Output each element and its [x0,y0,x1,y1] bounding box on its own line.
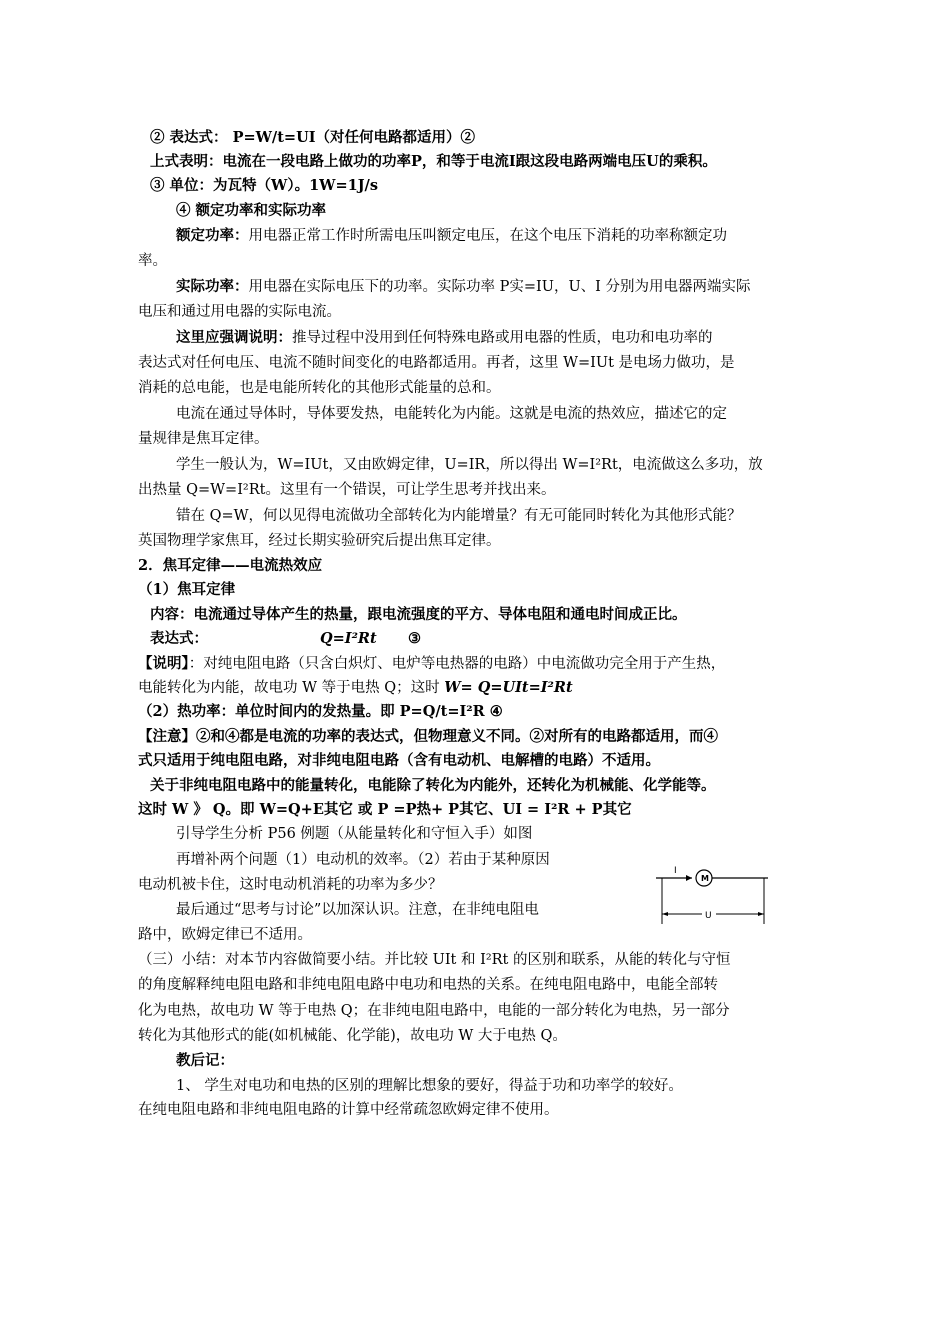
text-line: 量规律是焦耳定律。 [138,431,269,447]
energy-formula: W= Q=UIt=I²Rt [444,679,573,696]
note-line-2 [138,678,818,698]
current-arrow-icon [686,875,692,881]
text-line: 关于非纯电阻电路中的能量转化，电能除了转化为内能外，还转化为机械能、化学能等。 [150,777,716,794]
text-line: 出热量 Q=W=I²Rt。这里有一个错误，可让学生思考并找出来。 [138,482,556,498]
motor-label: M [701,874,709,883]
text-line: 表达式对任何电压、电流不随时间变化的电路都适用。再者，这里 W=IUt 是电场力做功，是 [138,355,735,371]
emphasis-label: 这里应强调说明： [176,329,292,346]
attention-label: 【注意】 [138,728,196,745]
joule-formula-line [150,629,830,649]
rated-power-label: 额定功率： [176,227,249,244]
note-text: ：对纯电阻电路（只含白炽灯、电炉等电热器的电路）中电流做功完全用于产生热， [188,656,726,672]
note-label: 【说明】 [138,655,189,672]
text-line: 再增补两个问题（1）电动机的效率。（2）若由于某种原因 [176,852,550,868]
section-heading: 2．焦耳定律——电流热效应 [138,557,323,574]
text-line: 路中，欧姆定律已不适用。 [138,927,312,943]
text-line: 消耗的总电能，也是电能所转化的其他形式能量的总和。 [138,380,501,396]
text-line: 学生一般认为，W=IUt，又由欧姆定律，U=IR，所以得出 W=I²Rt，电流做这么多功，放 [176,457,763,473]
text-line: 率。 [138,253,167,269]
text-line: 转化为其他形式的能(如机械能、化学能)，故电功 W 大于电热 Q。 [138,1028,567,1044]
summary-line: （三）小结：对本节内容做简要小结。并比较 UIt 和 I²Rt 的区别和联系，从能的转化与守恒 [138,952,731,968]
text-line: 化为电热，故电功 W 等于电热 Q；在非纯电阻电路中，电能的一部分转化为电热，另一部分 [138,1003,730,1019]
reflection-item: 1、 学生对电功和电热的区别的理解比想象的要好，得益于功和功率学的较好。 [176,1078,683,1094]
current-label: I [674,866,677,876]
joule-formula: Q=I²Rt [320,630,377,647]
actual-power-label: 实际功率： [176,278,249,295]
formula-number: ③ [408,630,421,647]
note-text: 电能转化为内能，故电功 W 等于电热 Q；这时 [138,680,445,696]
rated-power-text: 用电器正常工作时所需电压叫额定电压，在这个电压下消耗的功率称额定功 [248,228,727,244]
text-line: 引导学生分析 P56 例题（从能量转化和守恒入手）如图 [176,826,533,842]
formula-label: 表达式： [150,630,208,647]
voltage-label: U [705,911,712,921]
text-line: 式只适用于纯电阻电路，对非纯电阻电路（含有电动机、电解槽的电路）不适用。 [138,752,660,769]
note-line [138,654,818,674]
text-line: 电压和通过用电器的实际电流。 [138,304,341,320]
emphasis-line [176,328,856,348]
explanation-line: 上式表明：电流在一段电路上做功的功率P，和等于电流I跟这段电路两端电压U的乘积。 [150,153,717,170]
text-line: 的角度解释纯电阻电路和非纯电阻电路中电功和电热的关系。在纯电阻电路中，电能全部转 [138,977,718,993]
reflection-heading: 教后记： [176,1052,234,1069]
actual-power-text: 用电器在实际电压下的功率。实际功率 P实=IU，U、I 分别为用电器两端实际 [248,279,751,295]
text-line: 错在 Q=W，何以见得电流做功全部转化为内能增量？有无可能同时转化为其他形式能？ [176,508,742,524]
non-pure-formula-line: 这时 W 》 Q。即 W=Q+E其它 或 P =P热+ P其它、UI = I²R + P其它 [138,801,632,818]
rated-power-line [176,226,856,246]
motor-circuit-diagram [652,856,772,926]
attention-text: ②和④都是电流的功率的表达式，但物理意义不同。②对所有的电路都适用，而④ [196,728,718,745]
text-line: 英国物理学家焦耳，经过长期实验研究后提出焦耳定律。 [138,533,501,549]
rated-power-heading: ④ 额定功率和实际功率 [176,202,327,219]
text-line: 电动机被卡住，这时电动机消耗的功率为多少？ [138,877,443,893]
actual-power-line [176,277,856,297]
heat-power-line: （2）热功率：单位时间内的发热量。即 P=Q/t=I²R ④ [138,703,503,720]
text-line: 电流在通过导体时，导体要发热，电能转化为内能。这就是电流的热效应，描述它的定 [176,406,727,422]
joule-law-content: 内容：电流通过导体产生的热量，跟电流强度的平方、导体电阻和通电时间成正比。 [150,606,687,623]
reflection-text: 在纯电阻电路和非纯电阻电路的计算中经常疏忽欧姆定律不使用。 [138,1102,559,1118]
emphasis-text: 推导过程中没用到任何特殊电路或用电器的性质，电功和电功率的 [292,330,713,346]
text-line: 最后通过“思考与讨论”以加深认识。注意，在非纯电阻电 [176,902,539,918]
expression-line: ② 表达式： P=W/t=UI（对任何电路都适用）② [150,129,476,146]
unit-line: ③ 单位：为瓦特（W）。1W=1J/s [150,177,379,194]
attention-line [138,727,818,747]
subsection-heading: （1）焦耳定律 [138,581,236,598]
